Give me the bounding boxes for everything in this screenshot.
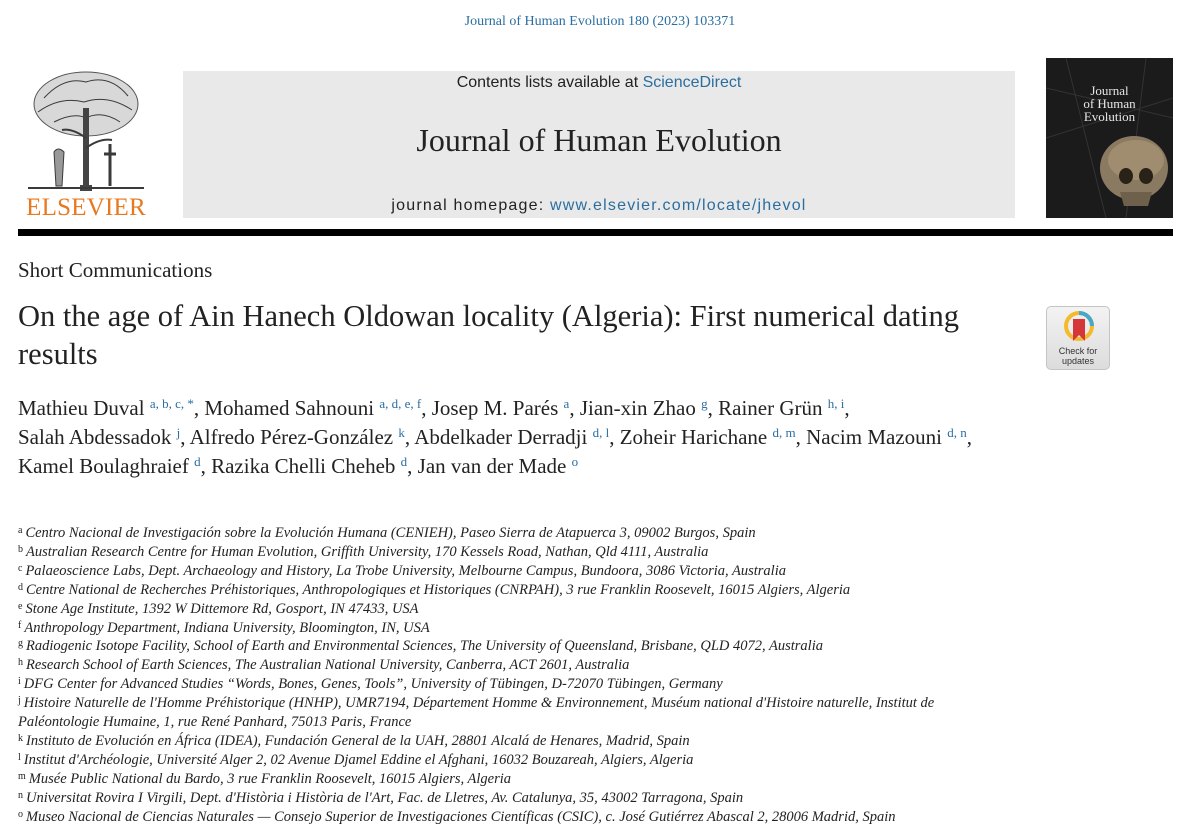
author [211,454,407,478]
affiliation-item [18,770,1018,789]
author [18,454,201,478]
affiliation-item [18,751,1018,770]
publisher-name: ELSEVIER [26,194,146,221]
author-affiliation-link[interactable]: h, i [827,396,845,411]
affiliation-text: Centre National de Recherches Préhistoriques, Anthropologiques et Historiques (CNRPAH), 3 rue Franklin Roosevelt, 16015 Algiers, Algeria [26,581,851,598]
cover-title-line: Evolution [1083,109,1136,124]
journal-cover[interactable] [1046,58,1173,218]
author-affiliation-link[interactable]: k [398,425,405,440]
affiliation-text: Australian Research Centre for Human Evolution, Griffith University, 170 Kessels Road, Nathan, Qld 4111, Australia [26,543,709,560]
author [204,396,421,420]
affiliation-key: d [18,581,23,593]
affiliation-key: c [18,562,23,574]
author-affiliation-link[interactable]: d, n [947,425,967,440]
affiliation-text: Centro Nacional de Investigación sobre la Evolución Humana (CENIEH), Paseo Sierra de Atapuerca 3, 09002 Burgos, Spain [25,525,756,541]
cover-title-line: Journal [1090,83,1129,98]
affiliation-key: i [18,676,21,688]
author-list: Mathieu Duval $^{a, b, c, *}$, Mohamed Sahnouni $^{a, d, e, f}$, Josep M. Parés $^a$, Jian-xin Zhao $^g$, Rainer Grün $^{h, i}$, Salah Abdessadok $^j$, Alfredo Pérez-González $^k$, Abdelkader Derradji $^{d, l}$, Zoheir Harichane $^{d, m}$, Nacim Mazouni $^{d, n}$, Kamel Boulaghraief $^d$, Razika Chelli Cheheb $^d$, Jan van der Made $^o$ [18,396,972,478]
affiliation-text: Museo Nacional de Ciencias Naturales — Consejo Superior de Investigaciones Científicas (CSIC), c. José Gutiérrez Abascal 2, 28006 Madrid, Spain [26,808,896,825]
contents-prefix: Contents lists available at [456,74,643,91]
author-affiliation-link[interactable]: a, b, c, * [149,396,194,411]
author-name[interactable]: Mohamed Sahnouni [204,396,375,420]
affiliation-key: k [18,732,23,744]
affiliation-key: j [18,695,21,707]
affiliation-text: Universitat Rovira I Virgili, Dept. d'Història i Història de l'Art, Fac. de Lletres, Av. Catalunya, 35, 43002 Tarragona, Spain [26,789,744,806]
homepage-link[interactable]: www.elsevier.com/locate/jhevol [550,197,807,214]
author-affiliation-link[interactable]: d [194,454,201,469]
author-name[interactable]: Nacim Mazouni [806,425,942,449]
author [718,396,844,420]
author [18,396,194,420]
author-name[interactable]: Razika Chelli Cheheb [211,454,396,478]
author [432,396,570,420]
author-affiliation-link[interactable]: o [571,454,579,469]
affiliation-item [18,675,1018,694]
homepage-prefix: journal homepage: [391,197,551,214]
affiliation-text: Institut d'Archéologie, Université Alger 2, 02 Avenue Djamel Eddine el Afghani, 16032 Bouzareah, Algiers, Algeria [23,751,694,768]
affiliation-key: e [18,600,23,612]
affiliation-key: g [18,638,23,650]
affiliation-item [18,637,1018,656]
crossmark-label-line: updates [1061,356,1095,366]
affiliation-text: Musée Public National du Bardo, 3 rue Franklin Roosevelt, 16015 Algiers, Algeria [28,770,511,787]
journal-header [183,71,1015,218]
author [806,425,967,449]
affiliation-item [18,619,1018,638]
affiliation-text: Histoire Naturelle de l'Homme Préhistorique (HNHP), UMR7194, Département Homme & Environnement, Muséum national d'Histoire naturelle, Institut de Paléontologie Humaine, 1, rue René Panhard, 75013 Paris, France [18,695,935,731]
affiliation-text: Palaeoscience Labs, Dept. Archaeology and History, La Trobe University, Melbourne Campus, Bundoora, 3086 Victoria, Australia [25,562,786,579]
author [414,425,609,449]
author-name[interactable]: Rainer Grün [718,396,823,420]
affiliation-item [18,694,1018,732]
header-divider [18,229,1173,236]
author-name[interactable]: Mathieu Duval [18,396,145,420]
affiliation-text: DFG Center for Advanced Studies “Words, Bones, Genes, Tools”, University of Tübingen, D-72070 Tübingen, Germany [23,676,723,693]
affiliation-item [18,656,1018,675]
author-name[interactable]: Kamel Boulaghraief [18,454,189,478]
author-affiliation-link[interactable]: j [176,425,181,440]
contents-line [183,74,1015,92]
affiliation-key: a [18,525,23,536]
affiliation-key: m [18,770,26,782]
affiliation-item [18,732,1018,751]
author-name[interactable]: Zoheir Harichane [619,425,768,449]
author-name[interactable]: Jan van der Made [417,454,567,478]
author [620,425,796,449]
affiliation-item [18,562,1018,581]
affiliation-text: Research School of Earth Sciences, The Australian National University, Canberra, ACT 2601, Australia [26,657,630,674]
journal-title: Journal of Human Evolution [416,122,782,158]
author-name[interactable]: Alfredo Pérez-González [189,425,394,449]
article-type: Short Communications [18,258,213,282]
check-for-updates-button[interactable] [1046,306,1110,370]
affiliation-text: Instituto de Evolución en África (IDEA), Fundación General de la UAH, 28801 Alcalá de Henares, Madrid, Spain [26,732,690,749]
author-affiliation-link[interactable]: a, d, e, f [379,396,422,411]
sciencedirect-link[interactable]: ScienceDirect [642,74,742,91]
author-name[interactable]: Josep M. Parés [431,396,559,420]
affiliation-key: f [18,619,22,631]
journal-citation[interactable]: Journal of Human Evolution 180 (2023) 103371 [464,14,736,29]
cover-title [1046,84,1173,123]
author [418,454,578,478]
affiliation-text: Anthropology Department, Indiana University, Bloomington, IN, USA [24,619,430,636]
crossmark-icon [1064,311,1094,345]
affiliation-text: Radiogenic Isotope Facility, School of Earth and Environmental Sciences, The University of Queensland, Brisbane, QLD 4072, Australia [26,638,823,655]
author [18,425,180,449]
affiliation-item [18,600,1018,619]
affiliation-item [18,524,1018,543]
tree-emblem-icon [24,68,148,192]
author-affiliation-link[interactable]: d [400,454,408,469]
author-affiliation-link[interactable]: g [701,396,708,411]
skull-cover-image [1046,58,1173,218]
author-name[interactable]: Abdelkader Derradji [414,425,588,449]
affiliation-key: o [18,808,23,820]
affiliation-key: b [18,543,23,555]
author [580,396,708,420]
affiliation-item [18,789,1018,808]
cover-title-line: of Human [1083,96,1136,111]
affiliation-key: l [18,751,21,763]
affiliation-text: Stone Age Institute, 1392 W Dittemore Rd, Gosport, IN 47433, USA [25,600,419,617]
article-title: On the age of Ain Hanech Oldowan locality (Algeria): First numerical dating results [18,299,959,371]
affiliation-key: n [18,789,23,801]
affiliation-item [18,543,1018,562]
author-affiliation-link[interactable]: d, m [772,425,796,440]
author-name[interactable]: Salah Abdessadok [18,425,172,449]
crossmark-label [1047,346,1109,366]
crossmark-label-line: Check for [1058,346,1098,356]
affiliation-item [18,808,1018,827]
affiliation-list [18,524,1018,827]
homepage-line [183,197,1015,215]
author-affiliation-link[interactable]: d, l [592,425,610,440]
affiliation-item [18,581,1018,600]
author-affiliation-link[interactable]: a [563,396,570,411]
affiliation-key: h [18,657,23,669]
author-name[interactable]: Jian-xin Zhao [579,396,696,420]
author [190,425,405,449]
elsevier-logo[interactable] [18,68,154,222]
